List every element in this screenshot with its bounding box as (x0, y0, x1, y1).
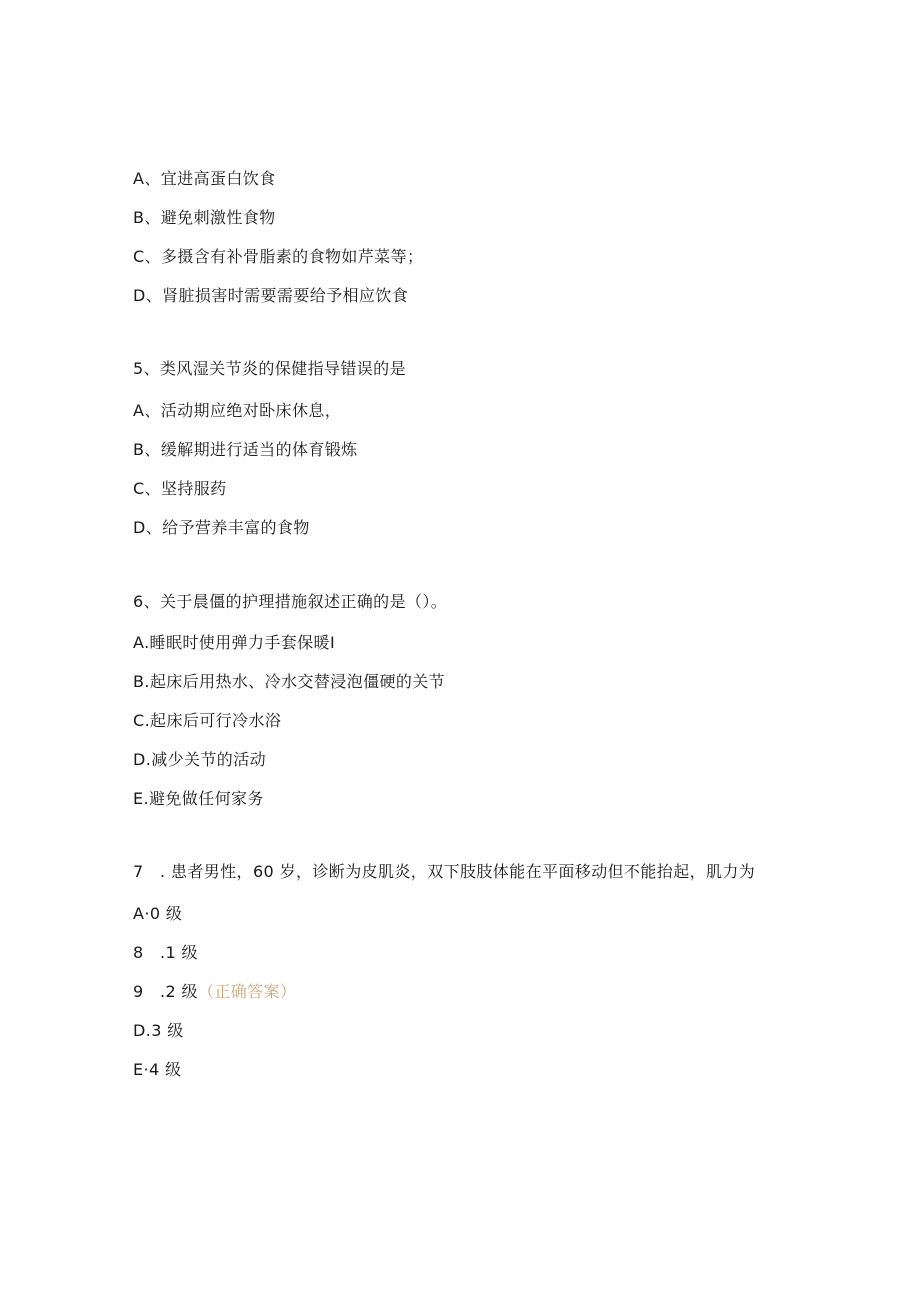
q7-question: 7 . 患者男性，60 岁，诊断为皮肌炎，双下肢肢体能在平面移动但不能抬起，肌力为 (133, 862, 756, 881)
q5-option-b: B、缓解期进行适当的体育锻炼 (133, 440, 358, 459)
q5-option-c: C、坚持服药 (133, 479, 227, 498)
q5-question: 5、类风湿关节炎的保健指导错误的是 (133, 359, 406, 378)
q7-option-a: A·0 级 (133, 904, 183, 923)
q6-option-c: C.起床后可行冷水浴 (133, 711, 282, 730)
q7-option-b: 8 .1 级 (133, 943, 198, 962)
q4-option-c: C、多摄含有补骨脂素的食物如芹菜等； (133, 247, 424, 266)
q4-option-d: D、肾脏损害时需要需要给予相应饮食 (133, 286, 409, 305)
correct-answer-tag: （正确答案） (197, 982, 297, 1001)
q6-option-b: B.起床后用热水、冷水交替浸泡僵硬的关节 (133, 672, 446, 691)
q4-option-a: A、宜进高蛋白饮食 (133, 169, 276, 188)
q6-option-d: D.减少关节的活动 (133, 750, 267, 769)
q4-option-b: B、避免刺激性食物 (133, 208, 276, 227)
q6-option-a: A.睡眠时使用弹力手套保暖I (133, 633, 336, 652)
q7-option-d: D.3 级 (133, 1021, 184, 1040)
q5-option-d: D、给予营养丰富的食物 (133, 518, 310, 537)
q7-option-c (133, 982, 296, 1002)
q7-option-e: E·4 级 (133, 1060, 182, 1079)
q7-option-c-text: 9 .2 级 (133, 982, 198, 1001)
q6-option-e: E.避免做任何家务 (133, 789, 264, 808)
q5-option-a: A、活动期应绝对卧床休息， (133, 401, 342, 420)
q6-question: 6、关于晨僵的护理措施叙述正确的是（）。 (133, 592, 448, 611)
